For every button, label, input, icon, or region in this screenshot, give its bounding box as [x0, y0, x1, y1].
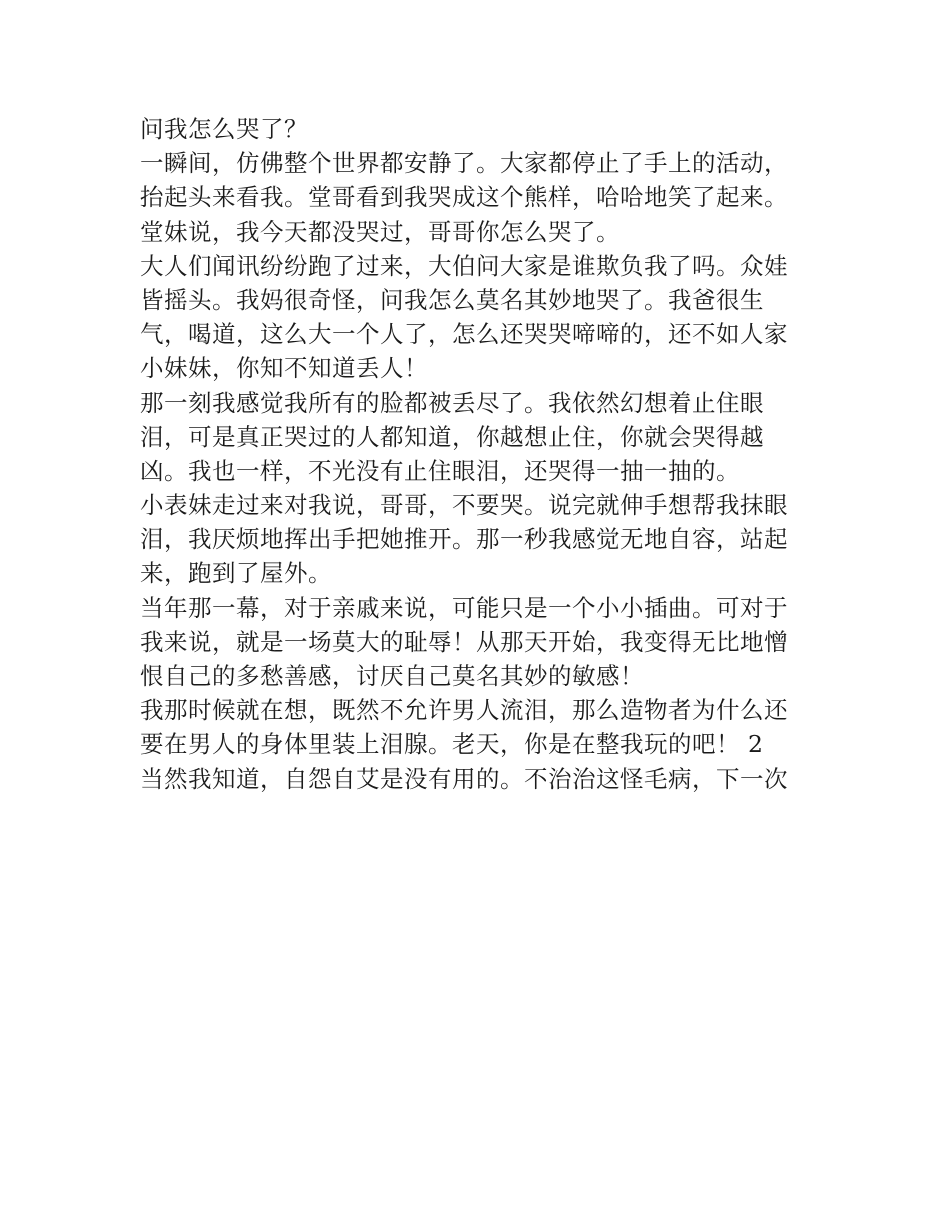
text-line: 恨自己的多愁善感，讨厌自己莫名其妙的敏感！ — [140, 662, 644, 690]
text-line: 当年那一幕，对于亲戚来说，可能只是一个小小插曲。可对于 — [140, 593, 788, 622]
text-line: 要在男人的身体里装上泪腺。老天，你是在整我玩的吧！ 2 — [140, 730, 764, 759]
text-line: 气，喝道，这么大一个人了，怎么还哭哭啼啼的，还不如人家 — [140, 320, 788, 349]
text-line: 小妹妹，你知不知道丢人！ — [140, 354, 428, 383]
text-line: 小表妹走过来对我说，哥哥，不要哭。说完就伸手想帮我抹眼 — [140, 491, 788, 520]
text-line: 来，跑到了屋外。 — [140, 559, 332, 588]
text-line: 问我怎么哭了？ — [140, 115, 308, 143]
text-line: 当然我知道，自怨自艾是没有用的。不治治这怪毛病，下一次 — [140, 764, 788, 793]
text-line: 我来说，就是一场莫大的耻辱！从那天开始，我变得无比地憎 — [140, 627, 788, 656]
text-line: 皆摇头。我妈很奇怪，问我怎么莫名其妙地哭了。我爸很生 — [140, 285, 764, 314]
text-line: 大人们闻讯纷纷跑了过来，大伯问大家是谁欺负我了吗。众娃 — [140, 251, 788, 280]
text-line: 那一刻我感觉我所有的脸都被丢尽了。我依然幻想着止住眼 — [140, 388, 764, 417]
text-line: 一瞬间，仿佛整个世界都安静了。大家都停止了手上的活动， — [140, 149, 788, 178]
text-line: 我那时候就在想，既然不允许男人流泪，那么造物者为什么还 — [140, 696, 788, 725]
text-line: 堂妹说，我今天都没哭过，哥哥你怎么哭了。 — [140, 217, 620, 246]
text-line: 泪，我厌烦地挥出手把她推开。那一秒我感觉无地自容，站起 — [140, 525, 788, 554]
text-line: 凶。我也一样，不光没有止住眼泪，还哭得一抽一抽的。 — [140, 456, 740, 485]
body-text — [140, 112, 820, 796]
text-line: 抬起头来看我。堂哥看到我哭成这个熊样，哈哈地笑了起来。 — [140, 183, 788, 212]
text-line: 泪，可是真正哭过的人都知道，你越想止住，你就会哭得越 — [140, 422, 764, 451]
